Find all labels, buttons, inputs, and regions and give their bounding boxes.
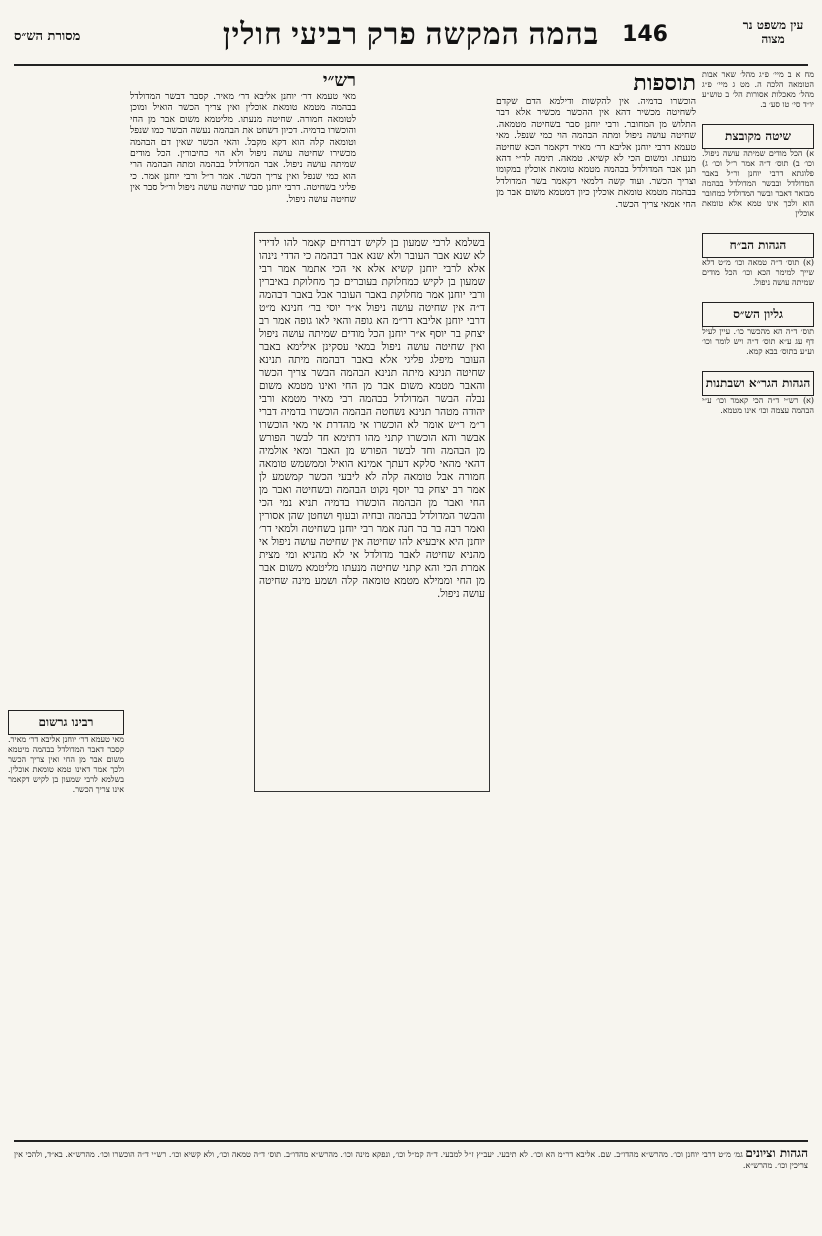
right-margin-column — [702, 70, 814, 1130]
gemara-text: בשלמא לרבי שמעון בן לקיש דברחים קאמר להו לדידי לא שנא אבר העובר ולא שנא אבר דבהמה כי הדדי נינהו אלא לרבי יוחנן קשיא אלא אי הכי אתמר אמר רבי שמעון בן לקיש כמחלוקת בעוברים כך מחלוקת באיברין ורבי יוחנן אמר מחלוקת באבר העובר אבל באבר דבהמה ד״ה אין שחיטה עושה ניפול א״ר יוסי בר׳ חנינא מ״ט דרבי יוחנן אליבא דר״מ הא גופה והאי לאו גופה אמר רב יצחק בר יוסף א״ר יוחנן הכל מודים שמיתה עושה ניפול ואין שחיטה עושה ניפול במאי עסקינן אילימא באבר העובר מיפלג פליגי אלא באבר דבהמה מיתה תנינא שחיטה תנינא מיתה תנינא הבהמה הבשר צריך הכשר והאבר מטמא משום אבר מן החי ואינו מטמא משום נבלה הבשר המדולדל בבהמה רבי מאיר מטמא ורבי יהודה מטהר תנינא נשחטה הבהמה הוכשרו בדמיה דברי ר״מ ר״ש אומר לא הוכשרו אי מהדרת אי מאי הוכשרו אבשר והא הוכשרו קתני מהו דתימא חד לבשר הפורש מן הבהמה וחד לבשר הפורש מן האבר ומאי אולמיה דהאי מהאי סלקא דעתך אמינא הואיל וממשמש טומאה חמורה אבל טומאה קלה לא ליבעי הכשר קמשמע לן אמר רב יצחק בר יוסף נקוט הבהמה ובשחיטה ואבר מן החי ואבר מן הבהמה הוכשרו בדמיה תניא נמי הכי והבשר המדולדל בבהמה ובחיה ובעוף ושחטן שהן אסורין ואמר רבה בר בר חנה אמר רבי יוחנן בשחיטה ולמאי דר׳ יוחנן היא איבעיא להו שחיטה אין שחיטה עושה ניפול אי מהניא שחיטה לאבר מדולדל אי לא מהניא ומי מצית אמרת הכי והא קתני שחיטה מנעתו מליטמא משום אבר מן החי וממילא מטמא טומאה קלה ושמע מינה שחיטה עושה ניפול. — [259, 237, 485, 600]
gilyon-hashas-label: גליון הש״ס — [702, 302, 814, 327]
footer-label: הגהות וציונים — [745, 1146, 808, 1160]
shita-mekubetzet-text: א) הכל מודים שמיתה עושה ניפול. וכו׳ ב) תוס׳ ד״ה אמר ר״ל וכו׳ ג) פלוגתא דרבי יוחנן ור״ל באבר המדולדל ובבשר המדולדל בבהמה מבואר דאבר ובשר המדולדל כמחובר הוא ולכך אינו טמא אלא טומאת אוכלין — [702, 149, 814, 218]
tosafot-text: הוכשרו בדמיה. אין להקשות ודילמא הדם שקדם לשחיטה מכשיר דהא אין ההכשר מכשיר אלא דבר התלוש מן המחובר. ורבי יוחנן סבר בשחיטה מטמאה. שחיטה עושה ניפול ומתה הבהמה הוי כמי שנפל. מאי טעמא דרבי יוחנן אליבא דר׳ מאיר דקאמר הכא שחיטה מנעתו. ומשום הכי לא קשיא. טמאה. תימה לר״י דהא תנן אבר המדולדל בבהמה מטמא טומאת אוכלין במקומו וצריך הכשר. ועוד קשה דלמאי דקאמר בשר המדולדל בבהמה מטמא טומאת אוכלין כיון דמטמא משום אבר מן החי אמאי צריך הכשר. — [496, 96, 696, 210]
hagahot-hagra-label: הגהות הגר״א ושבתנות — [702, 371, 814, 396]
masoret-hashas-header-label: מסורת הש״ס — [14, 29, 81, 44]
ein-mishpat-text: מח א ב מיי׳ פ״ג מהל׳ שאר אבות הטומאה הלכה ה. מט ג מיי׳ פ״ג מהל׳ מאכלות אסורות הל׳ ב טוש״ע יו״ד סי׳ טו סע׳ ב. — [702, 70, 814, 109]
page-header — [14, 18, 808, 62]
hagahot-habach-text: (א) תוס׳ ד״ה טמאה וכו׳ מ״ט דלא שייך למימר הכא וכו׳ הכל מודים שמיתה עושה ניפול. — [702, 258, 814, 287]
footer-text: גמ׳ מ״ט דרבי יוחנן וכו׳. מהרש״א מהדו״ב. שם. אליבא דר״מ הא וכו׳. לא תיבעי. יעב״ץ ז״ל למבעי. ד״ה קמ״ל וכו׳, ונפקא מינה וכו׳. מהרש״א מהדו״ב. תוס׳ ד״ה טמאה וכו׳, ולא קשיא וכו׳. רש״י ד״ה הוכשרו וכו׳. מהרש״א. בא״ד, ולהכי אין צריכין וכו׳. מהרש״א. — [14, 1150, 808, 1170]
rashi-column — [130, 70, 356, 1130]
shita-mekubetzet-label: שיטה מקובצת — [702, 124, 814, 149]
rashi-lead-word: רש״י — [322, 70, 356, 90]
rabbenu-gershom-label: רבינו גרשום — [8, 710, 124, 735]
ein-mishpat-header-label: עין משפט נר מצוה — [742, 18, 804, 46]
rabbenu-gershom-text: מאי טעמא דר׳ יוחנן אליבא דר׳ מאיר. קסבר דאבר המדולדל בבהמה מיטמא משום אבר מן החי ואין צריך הכשר ולכך אמר דאינו טמא טומאת אוכלין. בשלמא לרבי שמעון בן לקיש דקאמר אינו צריך הכשר. — [8, 735, 124, 794]
tosafot-lead-word: תוספות — [633, 70, 696, 95]
left-margin-column — [8, 70, 124, 1130]
page-title: בהמה המקשה פרק רביעי חולין — [222, 18, 600, 51]
hagahot-hagra-text: (א) רש״י ד״ה הכי קאמר וכו׳ ע״י הבהמה עצמה וכו׳ אינו מטמא. — [702, 396, 814, 415]
header-rule — [14, 64, 808, 66]
rashi-text: מאי טעמא דר׳ יוחנן אליבא דר׳ מאיר. קסבר דבשר המדולדל בבהמה מטמא טומאת אוכלין ואין צריך הכשר הואיל ומוכן לטומאה חמורה. שחיטה מנעתו. מליטמא משום אבר מן החי והוכשרו בדמיה. דכיון דשחט את הבהמה נעשה הבשר כמו שנפל וטומאה קלה הוא דקא מקבל. והאי הכשר שאין דם הבהמה מכשירו שחיטה עושה ניפול ולא הוי כחיבורין. הכל מודים שמיתה עושה ניפול. אבר המדולדל בבהמה ומתה הבהמה הרי הוא כמי שנפל ואין צריך הכשר. אמר ר״ל ורבי יוחנן אמר. כי פליגי בשחיטה. דרבי יוחנן סבר שחיטה עושה ניפול ור״ל סבר אין שחיטה עושה ניפול. — [130, 91, 356, 205]
page-number: 146 — [622, 22, 668, 47]
hagahot-habach-label: הגהות הב״ח — [702, 233, 814, 258]
footer-notes — [14, 1146, 808, 1226]
gilyon-hashas-text: תוס׳ ד״ה הא מהכשר כו׳. עיין לעיל דף עג ע״א תוס׳ ד״ה ויש לומר וכו׳ וע״ע בתוס׳ בבא קמא. — [702, 327, 814, 356]
tosafot-column — [496, 70, 696, 1130]
footer-rule — [14, 1140, 808, 1142]
